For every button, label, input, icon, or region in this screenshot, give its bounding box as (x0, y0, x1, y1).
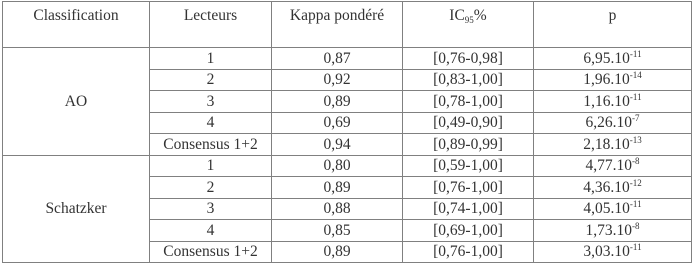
ic95-cell: [0,78-1,00] (403, 91, 534, 113)
lecteur-cell: 3 (150, 91, 272, 113)
results-table-container (2, 1, 692, 263)
p-value-cell (534, 177, 692, 199)
ic95-cell: [0,69-1,00] (403, 220, 534, 242)
p-exponent: -14 (629, 70, 642, 81)
p-value-cell (534, 48, 692, 70)
kappa-cell: 0,89 (272, 177, 403, 199)
p-value-cell (534, 241, 692, 263)
ic95-cell: [0,59-1,00] (403, 155, 534, 177)
p-mantissa: 6,95.10 (583, 49, 630, 67)
kappa-cell: 0,69 (272, 112, 403, 134)
header-kappa: Kappa pondéré (272, 2, 403, 48)
p-value-cell (534, 198, 692, 220)
kappa-cell: 0,89 (272, 91, 403, 113)
table-row (3, 155, 692, 177)
header-classification: Classification (3, 2, 150, 48)
p-exponent: -8 (632, 220, 640, 231)
p-value-cell (534, 134, 692, 156)
lecteur-cell: 1 (150, 155, 272, 177)
classification-group-cell: Schatzker (3, 155, 150, 263)
p-exponent: -11 (629, 91, 642, 102)
p-value-cell (534, 220, 692, 242)
header-ic95 (403, 2, 534, 48)
header-row (3, 2, 692, 48)
p-mantissa: 1,16.10 (583, 92, 630, 110)
lecteur-cell: 4 (150, 220, 272, 242)
classification-group-cell: AO (3, 48, 150, 156)
lecteur-cell: Consensus 1+2 (150, 134, 272, 156)
p-mantissa: 1,96.10 (583, 71, 630, 89)
header-lecteurs: Lecteurs (150, 2, 272, 48)
lecteur-cell: Consensus 1+2 (150, 241, 272, 263)
p-exponent: -11 (629, 242, 642, 253)
p-mantissa: 4,77.10 (585, 157, 632, 175)
p-mantissa: 6,26.10 (585, 114, 632, 132)
kappa-cell: 0,94 (272, 134, 403, 156)
p-value-cell (534, 155, 692, 177)
header-p: p (534, 2, 692, 48)
kappa-results-table (2, 1, 692, 263)
p-mantissa: 4,05.10 (583, 200, 630, 218)
kappa-cell: 0,87 (272, 48, 403, 70)
p-value-cell (534, 69, 692, 91)
kappa-cell: 0,85 (272, 220, 403, 242)
header-ic-base: IC (449, 7, 465, 24)
p-mantissa: 2,18.10 (583, 135, 630, 153)
p-mantissa: 4,36.10 (583, 178, 630, 196)
p-mantissa: 3,03.10 (583, 243, 630, 261)
kappa-cell: 0,89 (272, 241, 403, 263)
p-value-cell (534, 112, 692, 134)
header-ic-suffix: % (473, 7, 487, 24)
ic95-cell: [0,74-1,00] (403, 198, 534, 220)
ic95-cell: [0,76-0,98] (403, 48, 534, 70)
p-mantissa: 1,73.10 (585, 221, 632, 239)
kappa-cell: 0,80 (272, 155, 403, 177)
ic95-cell: [0,89-0,99] (403, 134, 534, 156)
header-ic-subscript: 95 (464, 15, 474, 25)
lecteur-cell: 2 (150, 69, 272, 91)
table-body (3, 48, 692, 263)
p-exponent: -8 (632, 156, 640, 167)
p-value-cell (534, 91, 692, 113)
ic95-cell: [0,76-1,00] (403, 177, 534, 199)
p-exponent: -7 (632, 113, 640, 124)
kappa-cell: 0,88 (272, 198, 403, 220)
p-exponent: -11 (629, 48, 642, 59)
table-row (3, 48, 692, 70)
lecteur-cell: 2 (150, 177, 272, 199)
ic95-cell: [0,49-0,90] (403, 112, 534, 134)
lecteur-cell: 3 (150, 198, 272, 220)
kappa-cell: 0,92 (272, 69, 403, 91)
p-exponent: -12 (629, 177, 642, 188)
ic95-cell: [0,76-1,00] (403, 241, 534, 263)
p-exponent: -11 (629, 199, 642, 210)
lecteur-cell: 1 (150, 48, 272, 70)
ic95-cell: [0,83-1,00] (403, 69, 534, 91)
p-exponent: -13 (629, 134, 642, 145)
lecteur-cell: 4 (150, 112, 272, 134)
